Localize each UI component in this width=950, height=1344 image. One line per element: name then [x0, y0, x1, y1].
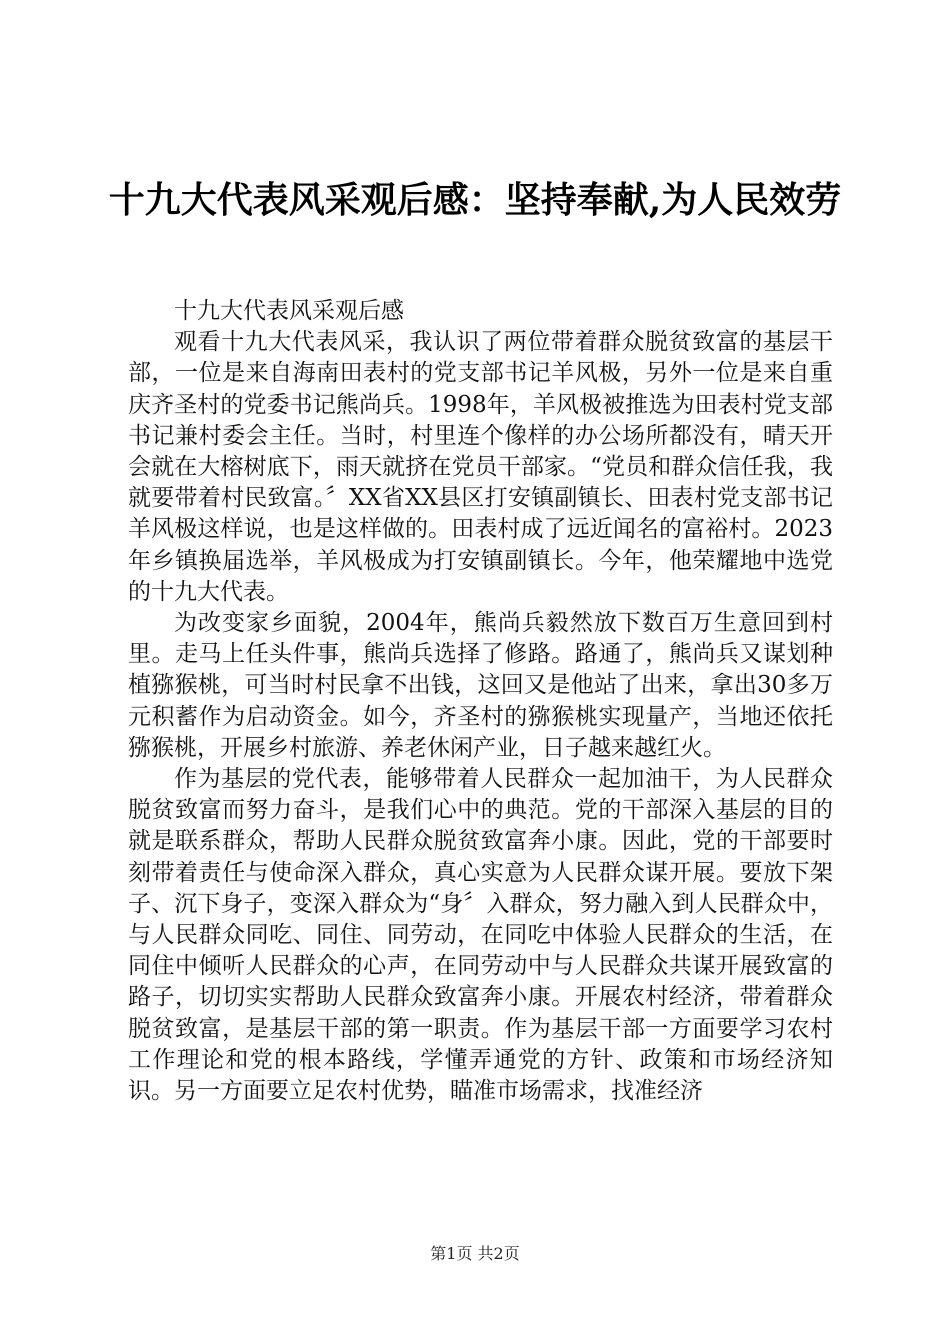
document-body — [128, 296, 833, 1107]
page-total: 共2页 — [477, 1244, 520, 1263]
page-footer — [0, 1244, 950, 1264]
body-paragraph: 为改变家乡面貌，2004年，熊尚兵毅然放下数百万生意回到村里。走马上任头件事，熊尚兵选择了修路。路通了，熊尚兵又谋划种植猕猴桃，可当时村民拿不出钱，这回又是他站了出来，拿出30多万元积蓄作为启动资金。如今，齐圣村的猕猴桃实现量产，当地还依托猕猴桃，开展乡村旅游、养老休闲产业，日子越来越红火。 — [128, 610, 833, 761]
document-subtitle: 十九大代表风采观后感 — [174, 298, 404, 324]
body-paragraph: 作为基层的党代表，能够带着人民群众一起加油干，为人民群众脱贫致富而努力奋斗，是我们心中的典范。党的干部深入基层的目的就是联系群众，帮助人民群众脱贫致富奔小康。因此，党的干部要时刻带着责任与使命深入群众，真心实意为人民群众谋开展。要放下架子、沉下身子，变深入群众为“身〞入群众，努力融入到人民群众中，与人民群众同吃、同住、同劳动，在同吃中体验人民群众的生活，在同住中倾听人民群众的心声，在同劳动中与人民群众共谋开展致富的路子，切切实实帮助人民群众致富奔小康。开展农村经济，带着群众脱贫致富，是基层干部的第一职责。作为基层干部一方面要学习农村工作理论和党的根本路线，学懂弄通党的方针、政策和市场经济知识。另一方面要立足农村优势，瞄准市场需求，找准经济 — [128, 766, 833, 1105]
document-title: 十九大代表风采观后感：坚持奉献,为人民效劳 — [108, 179, 842, 221]
body-paragraph: 观看十九大代表风采，我认识了两位带着群众脱贫致富的基层干部，一位是来自海南田表村的党支部书记羊风极，另外一位是来自重庆齐圣村的党委书记熊尚兵。1998年，羊风极被推选为田表村党支部书记兼村委会主任。当时，村里连个像样的办公场所都没有，晴天开会就在大榕树底下，雨天就挤在党员干部家。“党员和群众信任我，我就要带着村民致富。〞XX省XX县区打安镇副镇长、田表村党支部书记羊风极这样说，也是这样做的。田表村成了远近闻名的富裕村。2023年乡镇换届选举，羊风极成为打安镇副镇长。今年，他荣耀地中选党的十九大代表。 — [128, 329, 833, 605]
page-number: 第1页 — [430, 1244, 473, 1263]
